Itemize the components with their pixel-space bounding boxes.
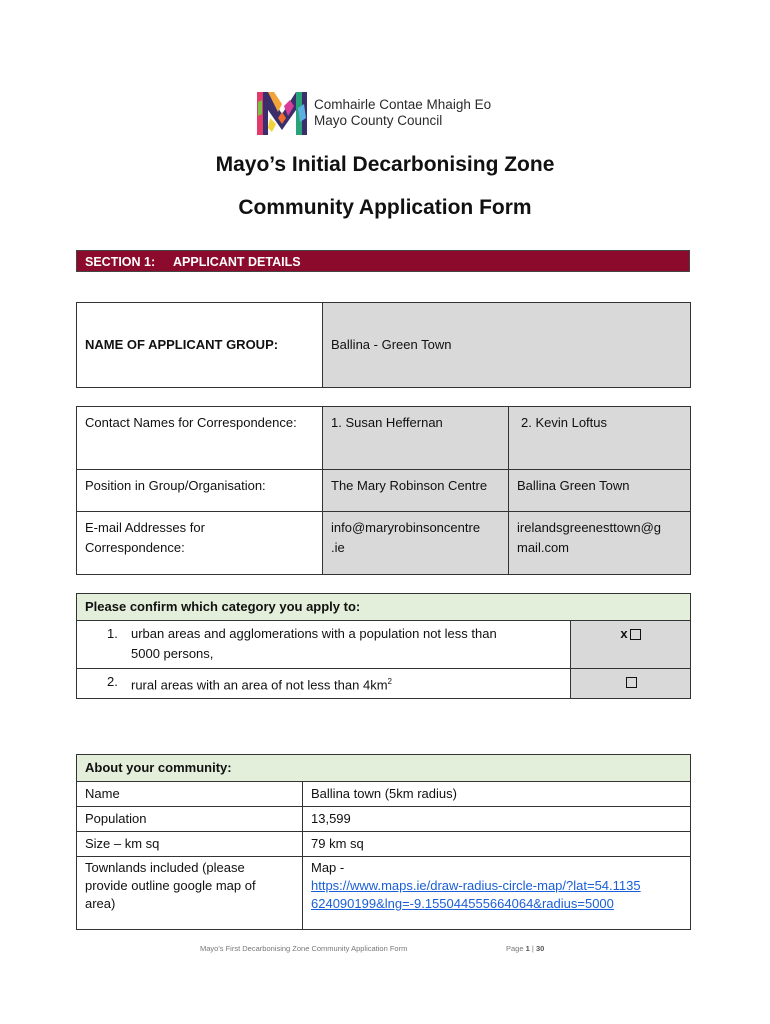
page-total: 30 (535, 944, 545, 953)
contacts-table (76, 406, 691, 575)
option-1-line1: urban areas and agglomerations with a population not less than (131, 626, 497, 641)
townlands-value (303, 857, 691, 930)
applicant-group-label: NAME OF APPLICANT GROUP: (77, 303, 323, 388)
contact-names-label: Contact Names for Correspondence: (77, 407, 323, 470)
option-1-checkbox-cell[interactable] (571, 621, 691, 669)
page-separator: | (531, 944, 534, 953)
email-1[interactable] (323, 512, 509, 575)
council-name-irish: Comhairle Contae Mhaigh Eo (314, 97, 492, 112)
position-1[interactable]: The Mary Robinson Centre (323, 470, 509, 512)
email-label (77, 512, 323, 575)
category-table (76, 593, 691, 699)
document-subtitle: Community Application Form (238, 196, 532, 219)
option-2-label: rural areas with an area of not less than 4km (131, 677, 388, 693)
map-link-line2[interactable]: 624090199&lng=-9.155044555664064&radius=5000 (311, 896, 614, 911)
document-title: Mayo’s Initial Decarbonising Zone (215, 153, 555, 176)
category-header: Please confirm which category you apply to: (77, 594, 691, 621)
townlands-label-line2: provide outline google map of (85, 878, 256, 893)
community-row-value[interactable]: Ballina town (5km radius) (303, 782, 691, 807)
map-link-line1[interactable]: https://www.maps.ie/draw-radius-circle-map/?lat=54.1135 (311, 878, 641, 893)
email-2-line1: irelandsgreenesttown@g (517, 520, 662, 535)
email-1-line2: .ie (331, 540, 345, 555)
council-name-english: Mayo County Council (314, 113, 443, 128)
option-1-line2: 5000 persons, (131, 646, 214, 661)
applicant-name-table (76, 302, 691, 388)
contact-name-2[interactable]: 2. Kevin Loftus (509, 407, 691, 470)
townlands-label-line3: area) (85, 896, 116, 911)
page-number (506, 944, 544, 953)
community-table (76, 754, 691, 930)
section-title: APPLICANT DETAILS (173, 255, 301, 269)
contact-name-1[interactable]: 1. Susan Heffernan (323, 407, 509, 470)
email-1-line1: info@maryrobinsoncentre (331, 520, 481, 535)
townlands-label (77, 857, 303, 930)
option-2-checkbox-cell[interactable] (571, 669, 691, 699)
community-row-label: Population (77, 807, 303, 832)
email-label-line1: E-mail Addresses for (85, 520, 205, 535)
map-link[interactable] (311, 877, 682, 913)
community-row-label: Size – km sq (77, 832, 303, 857)
position-2[interactable]: Ballina Green Town (509, 470, 691, 512)
page-current: 1 (525, 944, 530, 953)
community-row-value[interactable]: 13,599 (303, 807, 691, 832)
council-logo (254, 88, 516, 138)
footer-text: Mayo's First Decarbonising Zone Community Application Form (200, 944, 408, 953)
section-number: SECTION 1: (85, 255, 156, 269)
position-label: Position in Group/Organisation: (77, 470, 323, 512)
category-option-1 (77, 621, 571, 669)
email-2-line2: mail.com (517, 540, 570, 555)
page-prefix: Page (506, 944, 524, 953)
council-name (314, 97, 491, 129)
mayo-m-logo-icon (254, 88, 310, 138)
checkbox-icon[interactable] (630, 629, 641, 640)
community-row-value[interactable]: 79 km sq (303, 832, 691, 857)
email-label-line2: Correspondence: (85, 540, 185, 555)
community-header: About your community: (77, 755, 691, 782)
townlands-label-line1: Townlands included (please (85, 860, 245, 875)
option-1-mark: x (620, 626, 628, 641)
option-1-number: 1. (107, 626, 118, 641)
option-2-number: 2. (107, 674, 118, 689)
section-header-bar (76, 250, 690, 272)
category-option-2 (77, 669, 571, 699)
map-prefix: Map - (311, 860, 345, 875)
community-row-label: Name (77, 782, 303, 807)
applicant-group-value[interactable]: Ballina - Green Town (323, 303, 691, 388)
superscript-2: 2 (387, 677, 392, 686)
email-2[interactable] (509, 512, 691, 575)
option-2-text (131, 672, 392, 695)
checkbox-icon[interactable] (626, 677, 637, 688)
